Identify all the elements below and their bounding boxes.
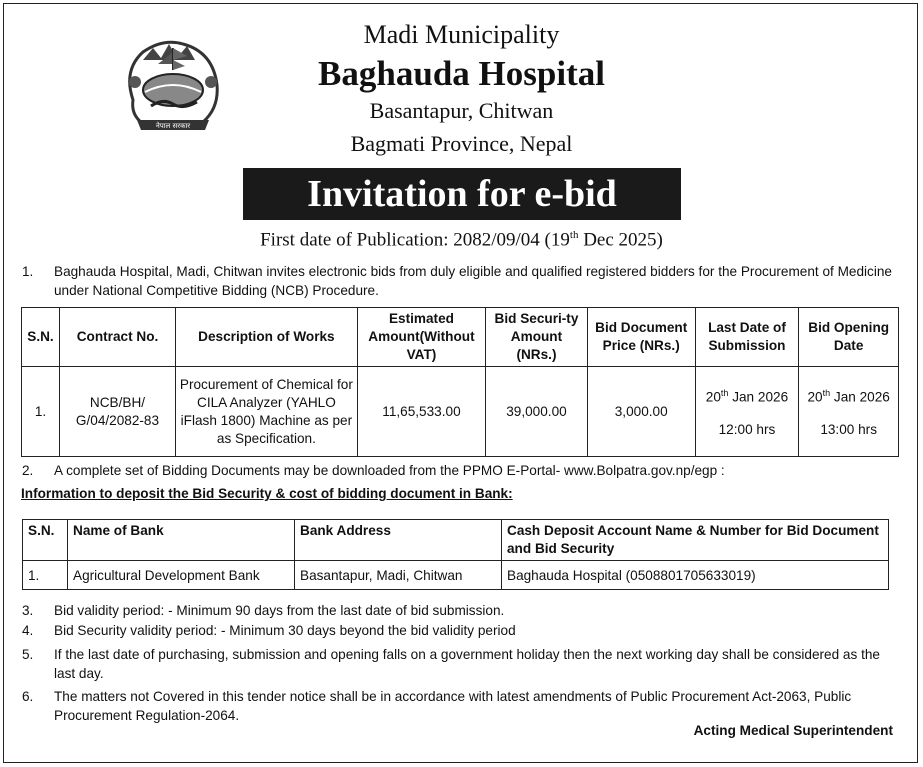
- clause-text: Bid Security validity period: - Minimum 30 days beyond the bid validity period: [54, 623, 516, 638]
- bank-details-table: [22, 519, 889, 590]
- clause-number: 6.: [22, 689, 34, 704]
- cell-estimated: 11,65,533.00: [357, 367, 485, 457]
- col-address: Bank Address: [295, 520, 502, 561]
- col-doc-price: Bid Document Price (NRs.): [587, 308, 695, 367]
- clause-number: 1.: [22, 264, 34, 279]
- clause-6: [22, 687, 903, 725]
- cell-opening: [799, 367, 899, 457]
- clause-1: [22, 262, 903, 300]
- col-sn: S.N.: [23, 520, 68, 561]
- opening-time: 13:00 hrs: [820, 421, 877, 437]
- clause-2: [22, 461, 903, 480]
- table-header-row: [22, 308, 899, 367]
- last-date-month: Jan 2026: [728, 389, 789, 405]
- notice-title-banner: Invitation for e-bid: [243, 168, 681, 220]
- publication-date: [0, 229, 923, 251]
- last-date-sup: th: [720, 388, 729, 399]
- col-description: Description of Works: [176, 308, 358, 367]
- cell-contract: NCB/BH/ G/04/2082-83: [59, 367, 175, 457]
- clause-number: 5.: [22, 647, 34, 662]
- address-line-2: Bagmati Province, Nepal: [350, 131, 573, 156]
- clause-3: [22, 601, 903, 620]
- col-last-date: Last Date of Submission: [695, 308, 799, 367]
- clause-number: 4.: [22, 623, 34, 638]
- col-estimated: Estimated Amount(Without VAT): [357, 308, 485, 367]
- signature-title: Acting Medical Superintendent: [693, 723, 893, 738]
- opening-sup: th: [822, 388, 831, 399]
- cell-sn: 1.: [23, 561, 68, 590]
- cell-address: Basantapur, Madi, Chitwan: [295, 561, 502, 590]
- emblem-caption: नेपाल सरकार: [155, 122, 191, 130]
- cell-sn: 1.: [22, 367, 60, 457]
- cell-bank: Agricultural Development Bank: [68, 561, 295, 590]
- publication-date-suffix: Dec 2025): [578, 229, 663, 251]
- clause-text: The matters not Covered in this tender notice shall be in accordance with latest amendments of Public Procurement Act-2063, Public Procurement Regulation-2064.: [54, 689, 852, 723]
- opening-day: 20: [807, 389, 823, 405]
- cell-account: Baghauda Hospital (0508801705633019): [502, 561, 889, 590]
- bank-info-heading: Information to deposit the Bid Security & cost of bidding document in Bank:: [21, 486, 513, 501]
- address-line-1: Basantapur, Chitwan: [369, 98, 554, 123]
- bid-details-table: [21, 307, 899, 457]
- clause-text: If the last date of purchasing, submission and opening falls on a government holiday then the next working day shall be considered as the last day.: [54, 647, 880, 681]
- cell-last-date: [695, 367, 799, 457]
- clause-text: A complete set of Bidding Documents may be downloaded from the PPMO E-Portal- www.Bolpatra.gov.np/egp :: [54, 463, 725, 478]
- cell-description: Procurement of Chemical for CILA Analyzer (YAHLO iFlash 1800) Machine as per as Specification.: [176, 367, 358, 457]
- table-row: [23, 561, 889, 590]
- clause-number: 3.: [22, 603, 34, 618]
- col-account: Cash Deposit Account Name & Number for Bid Document and Bid Security: [502, 520, 889, 561]
- municipality-name: Madi Municipality: [363, 20, 560, 49]
- clause-5: [22, 645, 903, 683]
- opening-month: Jan 2026: [830, 389, 890, 405]
- col-security: Bid Securi-ty Amount (NRs.): [486, 308, 588, 367]
- hospital-name: Baghauda Hospital: [318, 54, 605, 93]
- col-sn: S.N.: [22, 308, 60, 367]
- cell-security: 39,000.00: [486, 367, 588, 457]
- publication-date-prefix: First date of Publication: 2082/09/04 (19: [260, 229, 570, 251]
- col-bank: Name of Bank: [68, 520, 295, 561]
- clause-text: Baghauda Hospital, Madi, Chitwan invites electronic bids from duly eligible and qualified registered bidders for the Procurement of Medicine under National Competitive Bidding (NCB) Procedure.: [54, 264, 892, 298]
- publication-date-sup: th: [569, 229, 579, 241]
- last-date-day: 20: [705, 389, 721, 405]
- clause-text: Bid validity period: - Minimum 90 days from the last date of bid submission.: [54, 603, 505, 618]
- last-date-time: 12:00 hrs: [718, 421, 776, 437]
- table-row: [22, 367, 899, 457]
- col-contract: Contract No.: [59, 308, 175, 367]
- clause-number: 2.: [22, 463, 34, 478]
- table-header-row: [23, 520, 889, 561]
- cell-doc-price: 3,000.00: [587, 367, 695, 457]
- clause-4: [22, 621, 903, 640]
- col-opening: Bid Opening Date: [799, 308, 899, 367]
